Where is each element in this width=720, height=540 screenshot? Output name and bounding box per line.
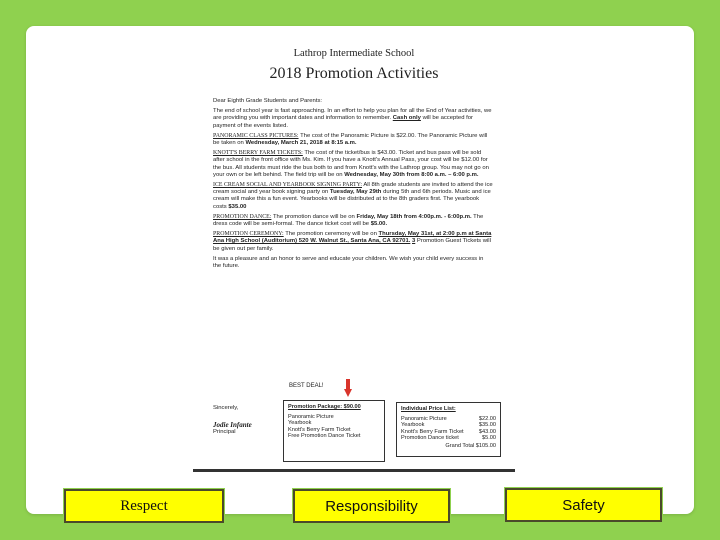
pictures-section: [213, 133, 493, 147]
best-deal-label: BEST DEAL!: [289, 383, 324, 389]
package-item: Knott's Berry Farm Ticket: [288, 426, 351, 433]
dance-date: Friday, May 18th from 4:00p.m. - 6:00p.m.: [356, 213, 472, 220]
price-item-name: Yearbook: [401, 422, 425, 429]
price-item-name: Panoramic Picture: [401, 415, 447, 422]
knotts-date: Wednesday, May 30th from 8:00 a.m. – 6:00 p.m.: [344, 171, 479, 178]
price-item-name: Knott's Berry Farm Ticket: [401, 428, 464, 435]
price-item-name: Promotion Dance ticket: [401, 435, 459, 442]
icecream-date: Tuesday, May 29th: [329, 189, 382, 196]
respect-button[interactable]: Respect: [64, 489, 224, 523]
sincerely-text: Sincerely,: [213, 405, 239, 411]
price-item-value: $43.00: [478, 428, 496, 435]
price-row: [401, 429, 496, 436]
document-title: 2018 Promotion Activities: [269, 65, 439, 82]
school-name: Lathrop Intermediate School: [293, 48, 415, 59]
document-bottom-rule: [193, 469, 515, 472]
signature: Jodie Infante: [213, 421, 252, 430]
pictures-date: Wednesday, March 21, 2018 at 8:15 a.m.: [245, 140, 357, 147]
signoff: [213, 405, 273, 437]
package-heading: Promotion Package: $90.00: [288, 404, 361, 410]
dance-text-2: The dress code will be semi-formal. The dance ticket cost will be: [213, 213, 484, 228]
pictures-heading: PANORAMIC CLASS PICTURES:: [213, 132, 299, 139]
ceremony-text-1: The promotion ceremony will be on: [285, 231, 377, 238]
letter-document: [193, 40, 515, 472]
knotts-text: The cost of the ticket/bus is $43.00. Ticket and bus pass will be sold after school in the front office with Ms. Kim. If you have a Knott's Annual Pass, your cost will be $12.00 for the bus. All students must ride the bus both to and from Knott's with the Lathrop group. You may not go on your own or be left behind. The field trip will be on: [213, 150, 489, 178]
intro-text-1: The end of school year is fast approaching. In an effort to help you plan for all the End of Year activities, we are providing you with important dates and information to remember.: [213, 108, 492, 122]
price-row: [401, 422, 496, 429]
intro-cash-only: Cash only: [392, 115, 421, 122]
letter-body: [213, 98, 493, 273]
promotion-package-box: [283, 400, 385, 462]
ceremony-ticket-count: 3: [412, 238, 416, 245]
price-item-value: $5.00: [482, 435, 496, 442]
ceremony-heading: PROMOTION CEREMONY:: [213, 231, 284, 238]
icecream-text-1: All 8th grade students are invited to attend the ice cream social and year book signing party on: [213, 182, 493, 196]
intro-text-2: will be accepted for payment of the events listed.: [213, 115, 473, 129]
package-item: Free Promotion Dance Ticket: [288, 433, 361, 440]
intro-paragraph: [213, 108, 493, 130]
dance-text-1: The promotion dance will be on: [272, 213, 355, 220]
dance-heading: PROMOTION DANCE:: [213, 213, 272, 220]
price-row: [401, 435, 496, 442]
signer-title: Principal: [213, 429, 236, 436]
individual-price-box: [396, 402, 501, 457]
package-item: Yearbook: [288, 420, 312, 427]
closing-paragraph: It was a pleasure and an honor to serve and educate your children. We wish your child every success in the future.: [213, 255, 484, 270]
ceremony-section: [213, 231, 493, 253]
ceremony-text-2: Promotion Guest Tickets will be given out per family.: [213, 238, 491, 252]
individual-heading: Individual Price List:: [401, 406, 456, 412]
pictures-text: The cost of the Panoramic Picture is $22.00. The Panoramic Picture will be taken on: [213, 132, 488, 147]
dance-section: [213, 214, 493, 228]
safety-button[interactable]: Safety: [505, 488, 662, 522]
icecream-text-2: during 5th and 6th periods. Music and ice cream will make this a fun event. Yearbooks will be distributed at to the 8th graders first. The yearbook costs: [213, 189, 491, 210]
grand-total: Grand Total $105.00: [445, 442, 496, 449]
icecream-heading: ICE CREAM SOCIAL AND YEARBOOK SIGNING PARTY:: [213, 182, 362, 189]
down-arrow-icon: [344, 379, 352, 397]
dance-cost: $5.00.: [370, 221, 388, 228]
knotts-section: [213, 150, 493, 179]
icecream-section: [213, 182, 493, 211]
price-item-value: $35.00: [478, 422, 496, 429]
package-item: Panoramic Picture: [288, 413, 334, 420]
responsibility-button[interactable]: Responsibility: [293, 489, 450, 523]
knotts-heading: KNOTT'S BERRY FARM TICKETS:: [213, 150, 303, 157]
greeting: Dear Eighth Grade Students and Parents:: [213, 98, 323, 104]
price-item-value: $22.00: [478, 415, 496, 422]
price-row: [401, 416, 496, 423]
icecream-cost: $35.00: [228, 203, 247, 210]
ceremony-date: Thursday, May 31st, at 2:00 p.m at Santa Ana High School (Auditorium) 520 W. Walnut St., Santa Ana, CA 92701.: [213, 231, 492, 245]
